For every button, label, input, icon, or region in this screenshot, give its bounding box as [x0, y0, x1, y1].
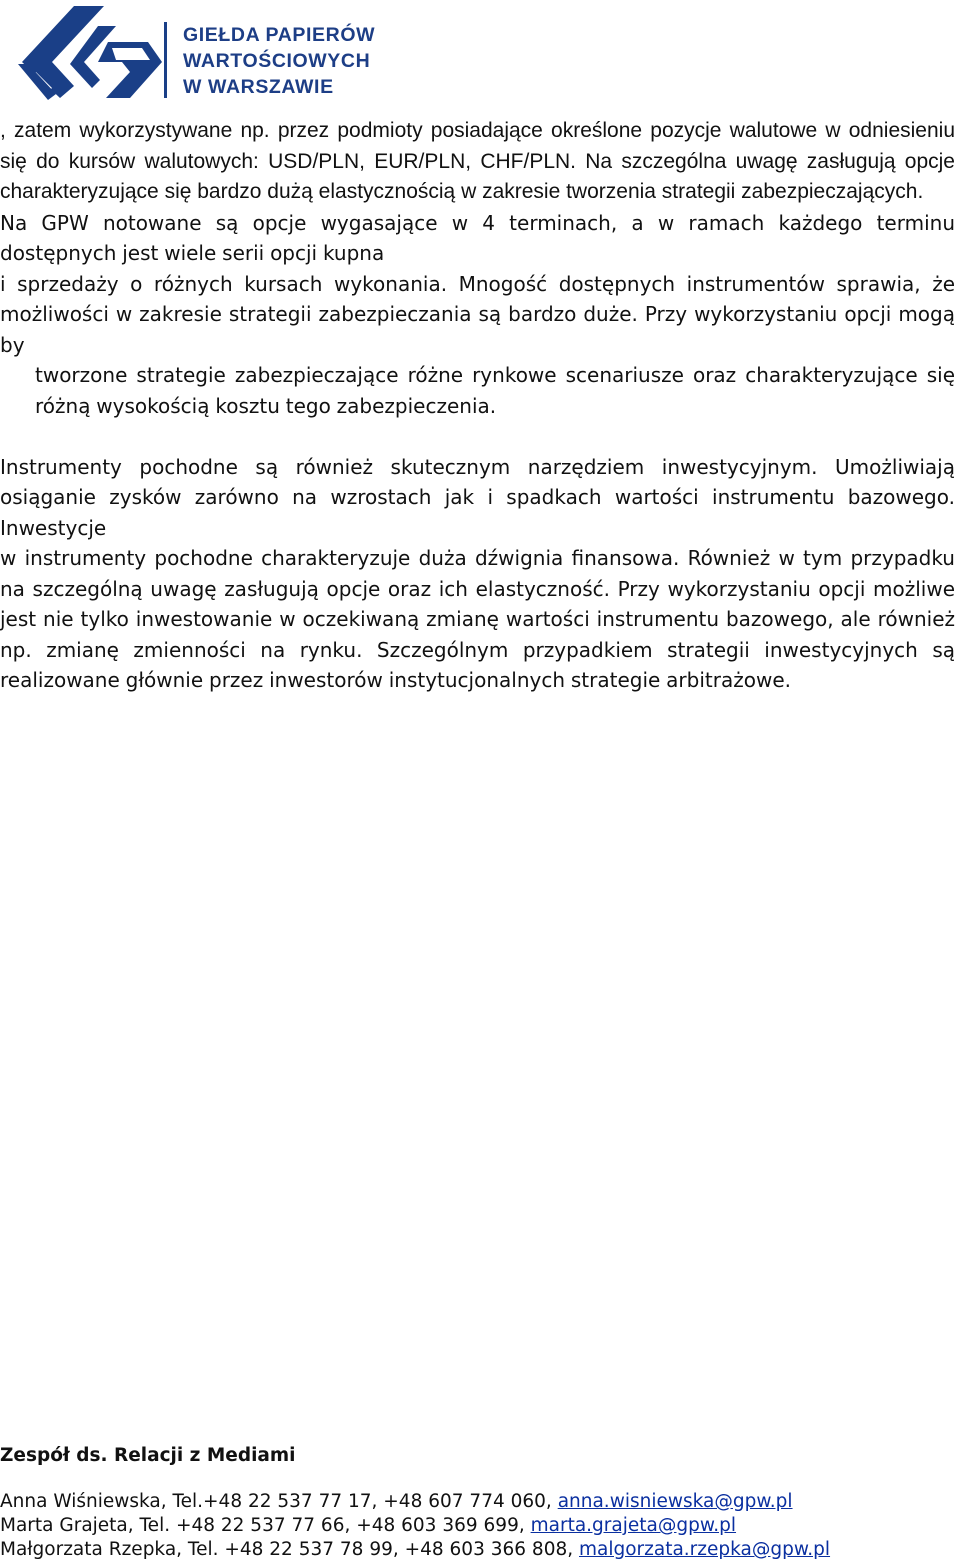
contact-row — [0, 1514, 830, 1538]
contact-details: Marta Grajeta, Tel. +48 22 537 77 66, +48 603 369 699, — [0, 1515, 531, 1536]
contact-row — [0, 1538, 830, 1562]
paragraph-3: i sprzedaży o różnych kursach wykonania. Mnogość dostępnych instrumentów sprawia, że możliwości w zakresie strategii zabezpieczania są bardzo duże. Przy wykorzystaniu opcji mogą by — [0, 271, 955, 357]
contact-list — [0, 1490, 830, 1562]
gpw-logo-icon — [12, 2, 162, 100]
paragraph-6: w instrumenty pochodne charakteryzuje duża dźwignia finansowa. Również w tym przypadku na szczególną uwagę zasługują opcje oraz ich elastyczność. Przy wykorzystaniu opcji możliwe jest nie tylko inwestowanie w oczekiwaną zmianę wartości instrumentu bazowego, ale również np. zmianę zmienności na rynku. Szczególnym przypadkiem strategii inwestycyjnych są realizowane głównie przez inwestorów instytucjonalnych strategie arbitrażowe. — [0, 546, 955, 692]
contact-details: Małgorzata Rzepka, Tel. +48 22 537 78 99, +48 603 366 808, — [0, 1539, 579, 1560]
contact-details: Anna Wiśniewska, Tel.+48 22 537 77 17, +48 607 774 060, — [0, 1491, 558, 1512]
article-body — [0, 116, 955, 696]
email-link[interactable]: malgorzata.rzepka@gpw.pl — [579, 1539, 831, 1560]
paragraph-1: , zatem wykorzystywane np. przez podmioty posiadające określone pozycje walutowe w odniesieniu się do kursów walutowych: USD/PLN, EUR/PLN, CHF/PLN. Na szczególna uwagę zasługują opcje charakteryzujące się bardzo dużą elastycznością w zakresie tworzenia strategii zabezpieczających. — [0, 119, 955, 203]
logo-divider — [164, 22, 167, 98]
brand-line-1: GIEŁDA PAPIERÓW — [183, 24, 376, 46]
footer-title: Zespół ds. Relacji z Mediami — [0, 1445, 296, 1466]
paragraph-5: Instrumenty pochodne są również skutecznym narzędziem inwestycyjnym. Umożliwiają osiąganie zysków zarówno na wzrostach jak i spadkach wartości instrumentu bazowego. Inwestycje — [0, 454, 955, 540]
email-link[interactable]: marta.grajeta@gpw.pl — [530, 1515, 737, 1536]
brand-name — [183, 22, 375, 100]
paragraph-2: Na GPW notowane są opcje wygasające w 4 terminach, a w ramach każdego terminu dostępnych jest wiele serii opcji kupna — [0, 210, 955, 265]
brand-line-2: WARTOŚCIOWYCH — [183, 50, 371, 72]
email-link[interactable]: anna.wisniewska@gpw.pl — [557, 1491, 793, 1512]
brand-line-3: W WARSZAWIE — [183, 76, 334, 98]
paragraph-4: tworzone strategie zabezpieczające różne rynkowe scenariusze oraz charakteryzujące się różną wysokością kosztu tego zabezpieczenia. — [35, 363, 955, 418]
spacer — [0, 421, 955, 452]
contact-row — [0, 1490, 830, 1514]
media-contacts — [0, 1444, 960, 1560]
page-header — [0, 0, 960, 104]
